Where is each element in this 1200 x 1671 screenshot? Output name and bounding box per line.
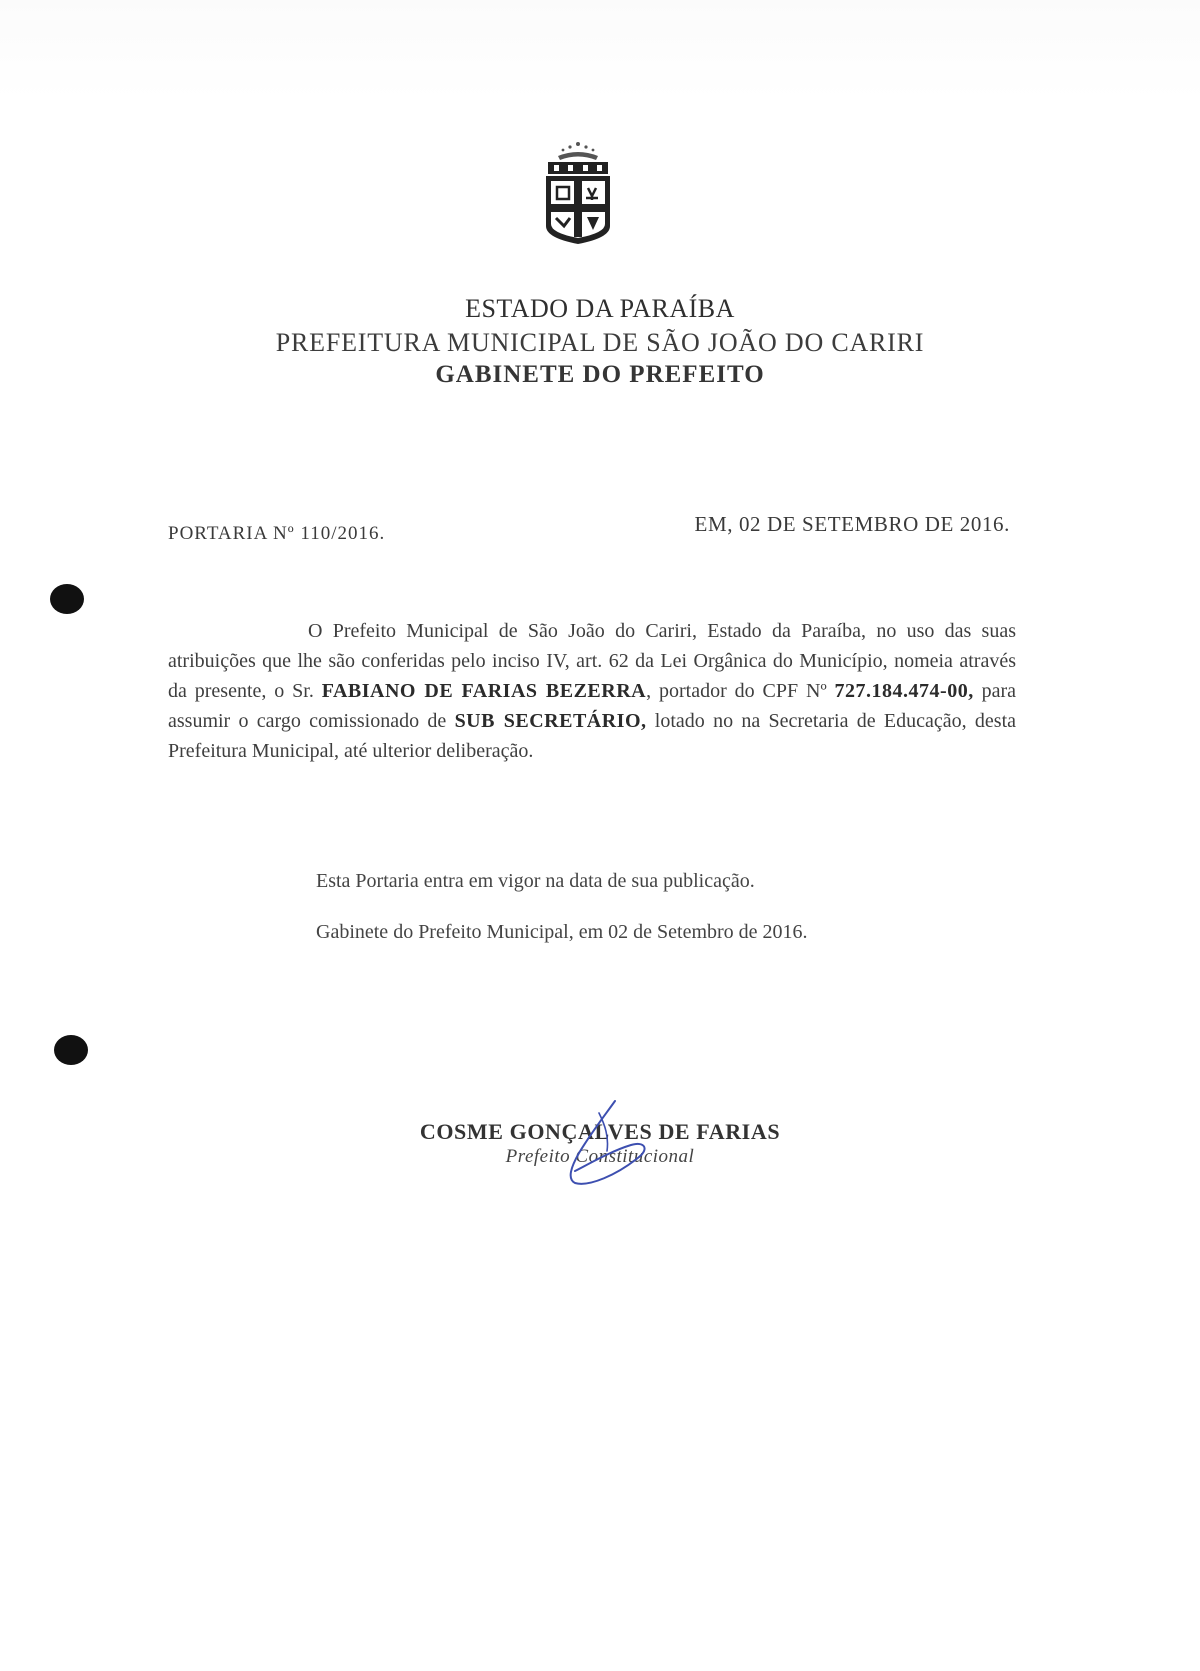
punch-hole <box>50 584 84 614</box>
header-gabinete: GABINETE DO PREFEITO <box>435 361 765 388</box>
body-text-1: O Prefeito Municipal de São João do Cariri, Estado da Paraíba, no uso das suas atribuições que lhe são conferidas pelo inciso IV, art. 62 da Lei Orgânica do Município, nomeia através da presente, o Sr. <box>168 620 1016 702</box>
portaria-body <box>168 616 1016 766</box>
signatory-name: COSME GONÇALVES DE FARIAS <box>419 1119 781 1144</box>
appointee-name: FABIANO DE FARIAS BEZERRA <box>321 680 647 702</box>
closing-vigor: Esta Portaria entra em vigor na data de sua publicação. <box>316 870 755 892</box>
header-state: ESTADO DA PARAÍBA <box>465 294 735 323</box>
closing-gabinete-date: Gabinete do Prefeito Municipal, em 02 de Setembro de 2016. <box>316 921 808 943</box>
municipal-crest-icon <box>530 138 626 248</box>
signatory-title: Prefeito Constitucional <box>505 1146 695 1167</box>
appointee-cpf: 727.184.474-00, <box>834 680 974 702</box>
portaria-date: EM, 02 DE SETEMBRO DE 2016. <box>694 512 1010 536</box>
punch-hole <box>54 1035 88 1065</box>
body-text-2: , portador do CPF Nº <box>646 680 835 702</box>
body-text-3: para assumir o cargo comissionado de <box>168 680 1017 732</box>
header-prefeitura: PREFEITURA MUNICIPAL DE SÃO JOÃO DO CARIRI <box>275 328 925 357</box>
portaria-number: PORTARIA Nº 110/2016. <box>168 523 386 544</box>
body-text-4: lotado no na Secretaria de Educação, desta Prefeitura Municipal, até ulterior deliberação. <box>168 710 1016 762</box>
handwritten-signature <box>545 1095 665 1187</box>
appointee-role: SUB SECRETÁRIO, <box>454 710 647 732</box>
